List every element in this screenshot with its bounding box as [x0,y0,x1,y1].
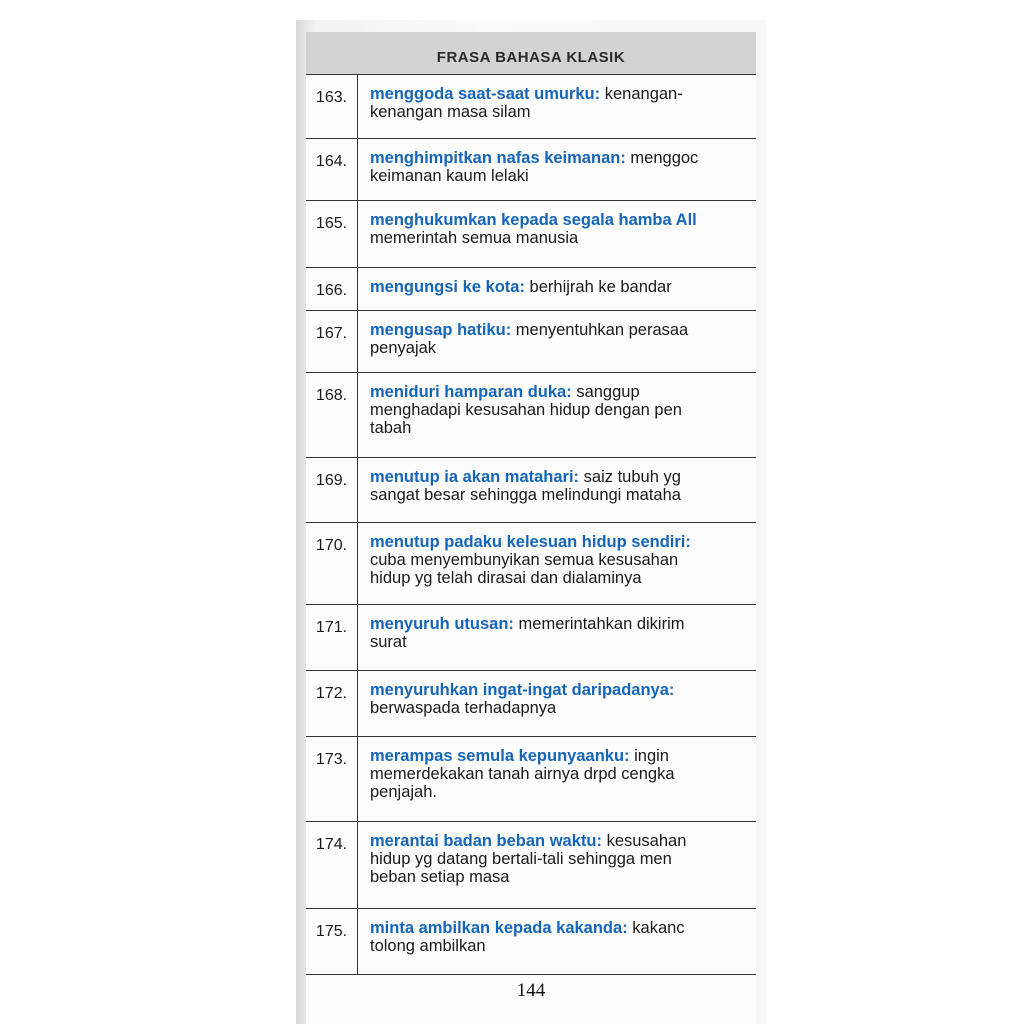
entry-meaning-line: penjajah. [370,783,437,801]
entry-meaning-line: memerdekakan tanah airnya drpd cengka [370,765,675,783]
entry-text [370,832,756,886]
section-header [306,32,756,74]
entry-phrase: merampas semula kepunyaanku: [370,747,630,765]
entry-meaning-line: menggoc [630,149,699,167]
entry-number: 163. [306,75,358,138]
entry-text [370,919,756,955]
entry-phrase: mengusap hatiku: [370,321,512,339]
entry-text [370,149,756,185]
entry-meaning-line: penyajak [370,339,437,357]
entry-meaning-line: hidup yg telah dirasai dan dialaminya [370,569,642,587]
entry-phrase: menutup padaku kelesuan hidup sendiri: [370,533,691,551]
table-row [306,523,756,605]
entry-phrase: merantai badan beban waktu: [370,832,602,850]
table-row [306,671,756,737]
entry-phrase: menutup ia akan matahari: [370,468,580,486]
entry-meaning-line: kesusahan [606,832,687,850]
entry-meaning-line: tabah [370,419,412,437]
entry-text [370,383,756,437]
entry-number: 168. [306,373,358,457]
book-page [306,32,756,1024]
entry-phrase: menyuruhkan ingat-ingat daripadanya: [370,681,675,699]
entry-meaning-line: kenangan- [604,85,683,103]
entry-meaning-line: menyentuhkan perasaa [515,321,689,339]
entry-meaning-line: berwaspada terhadapnya [370,699,557,717]
entry-meaning-line: cuba menyembunyikan semua kesusahan [370,551,679,569]
entry-meaning-line: tolong ambilkan [370,937,486,955]
entry-meaning-line: memerintah semua manusia [370,229,579,247]
entry-number: 172. [306,671,358,736]
table-row [306,75,756,139]
entry-number: 166. [306,268,358,310]
entry-number: 175. [306,909,358,974]
entry-number: 167. [306,311,358,372]
entry-phrase: menggoda saat-saat umurku: [370,85,601,103]
table-row [306,139,756,201]
entry-meaning-line: kakanc [632,919,685,937]
entry-meaning-line: sangat besar sehingga melindungi mataha [370,486,681,504]
entry-text [370,615,756,651]
entry-phrase: mengungsi ke kota: [370,278,525,296]
entry-text [370,211,756,247]
entry-meaning-line: kenangan masa silam [370,103,531,121]
entry-text [370,747,756,801]
entry-meaning-line: beban setiap masa [370,868,510,886]
table-row [306,311,756,373]
entry-number: 171. [306,605,358,670]
entry-number: 165. [306,201,358,267]
table-row [306,605,756,671]
entry-meaning-line: sanggup [576,383,640,401]
entry-number: 174. [306,822,358,908]
entry-text [370,468,756,504]
entry-text [370,85,756,121]
entry-phrase: minta ambilkan kepada kakanda: [370,919,628,937]
phrase-table [306,74,756,955]
entry-meaning-line: saiz tubuh yg [583,468,681,486]
entry-meaning-line: memerintahkan dikirim [518,615,685,633]
entry-text [370,278,756,296]
entry-meaning-line: ingin [634,747,669,765]
entry-meaning-line: menghadapi kesusahan hidup dengan pen [370,401,682,419]
entry-number: 170. [306,523,358,604]
table-row [306,268,756,311]
entry-meaning-line: hidup yg datang bertali-tali sehingga men [370,850,672,868]
table-row [306,458,756,523]
table-row [306,201,756,268]
entry-number: 169. [306,458,358,522]
table-row [306,909,756,975]
entry-text [370,681,756,717]
page-number: 144 [516,980,546,1001]
entry-number: 164. [306,139,358,200]
entry-number: 173. [306,737,358,821]
table-row [306,822,756,909]
entry-text [370,321,756,357]
table-row [306,737,756,822]
entry-meaning-line: keimanan kaum lelaki [370,167,529,185]
table-row [306,373,756,458]
section-title: FRASA BAHASA KLASIK [436,48,626,66]
entry-meaning-line: surat [370,633,407,651]
entry-phrase: meniduri hamparan duka: [370,383,572,401]
entry-text [370,533,756,587]
entry-phrase: menghukumkan kepada segala hamba All [370,211,697,229]
entry-phrase: menghimpitkan nafas keimanan: [370,149,626,167]
entry-meaning-line: berhijrah ke bandar [529,278,672,296]
entry-phrase: menyuruh utusan: [370,615,514,633]
